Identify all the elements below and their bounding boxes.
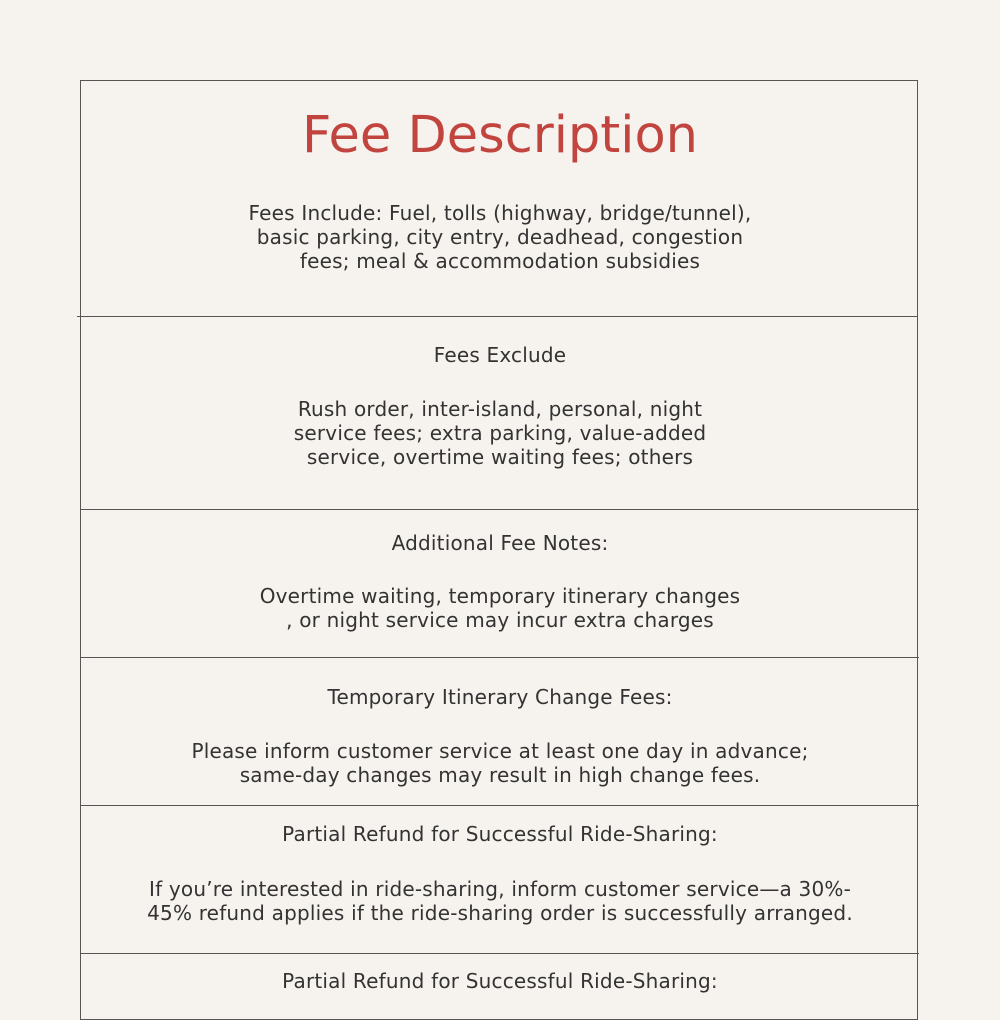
ride-sharing-2-heading: Partial Refund for Successful Ride-Sharing:	[282, 969, 718, 993]
excludes-line-2: service fees; extra parking, value-added	[293, 421, 707, 445]
additional-line-2: , or night service may incur extra charges	[286, 608, 714, 632]
row-divider	[81, 509, 919, 510]
fee-table	[80, 80, 918, 1020]
row-divider	[77, 316, 917, 317]
additional-line-1: Overtime waiting, temporary itinerary changes	[259, 584, 741, 608]
includes-line-1: Fees Include: Fuel, tolls (highway, bridge/tunnel),	[248, 201, 752, 225]
additional-heading: Additional Fee Notes:	[391, 531, 609, 555]
ride-sharing-line-2: 45% refund applies if the ride-sharing order is successfully arranged.	[147, 901, 853, 925]
row-divider	[81, 657, 919, 658]
ride-sharing-line-1: If you’re interested in ride-sharing, inform customer service—a 30%-	[148, 877, 852, 901]
excludes-line-3: service, overtime waiting fees; others	[306, 445, 694, 469]
row-divider	[81, 953, 919, 954]
row-divider	[81, 805, 919, 806]
change-fees-line-2: same-day changes may result in high change fees.	[239, 763, 761, 787]
change-fees-heading: Temporary Itinerary Change Fees:	[327, 685, 673, 709]
change-fees-line-1: Please inform customer service at least one day in advance;	[191, 739, 809, 763]
excludes-line-1: Rush order, inter-island, personal, night	[297, 397, 703, 421]
excludes-heading: Fees Exclude	[433, 343, 567, 367]
includes-line-3: fees; meal & accommodation subsidies	[299, 249, 701, 273]
includes-line-2: basic parking, city entry, deadhead, congestion	[256, 225, 744, 249]
page-title: Fee Description	[302, 106, 698, 165]
ride-sharing-heading: Partial Refund for Successful Ride-Sharing:	[282, 822, 718, 846]
